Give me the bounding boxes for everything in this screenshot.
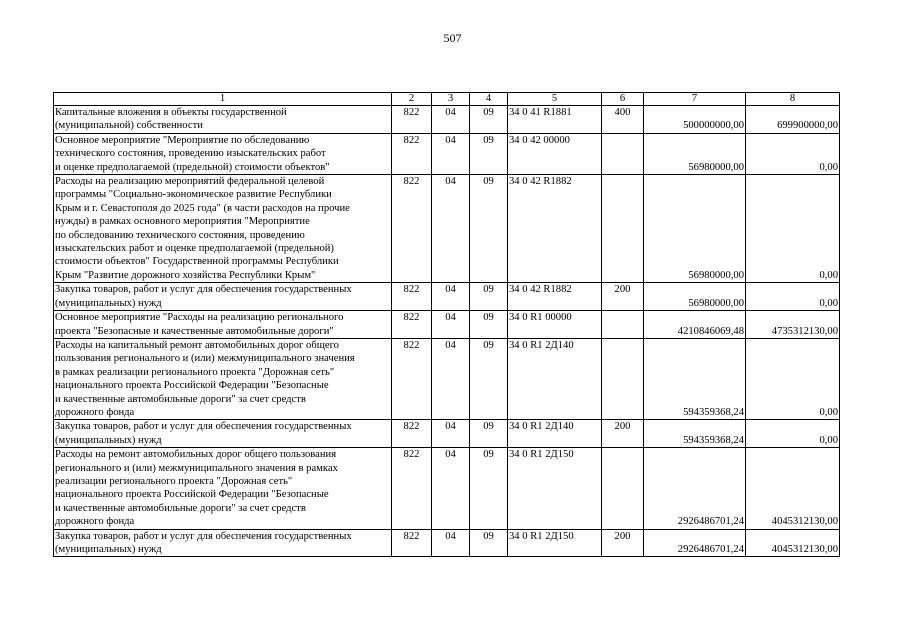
table-row xyxy=(54,338,840,419)
cell-ministry-code: 822 xyxy=(392,133,432,174)
description-line: и качественные автомобильные дороги" за счет средств xyxy=(55,393,306,405)
cell-amount-year1: 2926486701,24 xyxy=(644,529,746,557)
cell-expense-type: 200 xyxy=(602,420,644,448)
description-line: и оценке предполагаемой (предельной) стоимости объектов" xyxy=(55,161,330,173)
description-line: дорожного фонда xyxy=(55,516,135,528)
cell-section: 04 xyxy=(432,448,470,529)
cell-amount-year2: 4045312130,00 xyxy=(746,529,840,557)
description-line: (муниципальных) нужд xyxy=(55,297,162,309)
cell-target-article: 34 0 R1 00000 xyxy=(508,311,602,339)
cell-section: 04 xyxy=(432,529,470,557)
cell-target-article: 34 0 41 R1881 xyxy=(508,106,602,134)
table-row xyxy=(54,311,840,339)
cell-ministry-code: 822 xyxy=(392,106,432,134)
table-row xyxy=(54,448,840,529)
cell-subsection: 09 xyxy=(470,175,508,283)
row-description xyxy=(54,133,392,174)
cell-subsection: 09 xyxy=(470,283,508,311)
cell-expense-type xyxy=(602,338,644,419)
cell-section: 04 xyxy=(432,420,470,448)
cell-target-article: 34 0 42 R1882 xyxy=(508,283,602,311)
cell-amount-year1: 56980000,00 xyxy=(644,283,746,311)
cell-ministry-code: 822 xyxy=(392,420,432,448)
cell-target-article: 34 0 R1 2Д140 xyxy=(508,420,602,448)
table-header-row xyxy=(54,93,840,106)
cell-amount-year2: 0,00 xyxy=(746,420,840,448)
row-description xyxy=(54,448,392,529)
cell-section: 04 xyxy=(432,175,470,283)
cell-expense-type: 400 xyxy=(602,106,644,134)
header-cell: 1 xyxy=(54,93,392,106)
description-line: регионального и (или) межмуниципального значения в рамках xyxy=(55,462,338,474)
description-line: (муниципальных) нужд xyxy=(55,544,162,555)
description-line: Закупка товаров, работ и услуг для обеспечения государственных xyxy=(55,284,352,296)
description-line: Крым и г. Севастополя до 2025 года" (в части расходов на прочие xyxy=(55,202,350,214)
cell-target-article: 34 0 42 R1882 xyxy=(508,175,602,283)
description-line: Расходы на реализацию мероприятий федеральной целевой xyxy=(55,176,325,188)
cell-ministry-code: 822 xyxy=(392,448,432,529)
description-line: реализации регионального проекта "Дорожная сеть" xyxy=(55,475,293,487)
cell-expense-type: 200 xyxy=(602,529,644,557)
cell-ministry-code: 822 xyxy=(392,311,432,339)
description-line: нужды) в рамках основного мероприятия "Мероприятие xyxy=(55,216,310,228)
budget-table xyxy=(53,92,840,557)
description-line: национального проекта Российской Федерации "Безопасные xyxy=(55,489,329,501)
page-number: 507 xyxy=(443,31,462,45)
row-description xyxy=(54,106,392,134)
header-cell: 5 xyxy=(508,93,602,106)
cell-amount-year1: 56980000,00 xyxy=(644,133,746,174)
cell-amount-year2: 0,00 xyxy=(746,283,840,311)
row-description xyxy=(54,283,392,311)
header-cell: 6 xyxy=(602,93,644,106)
cell-amount-year2: 0,00 xyxy=(746,338,840,419)
row-description xyxy=(54,420,392,448)
row-description xyxy=(54,311,392,339)
cell-subsection: 09 xyxy=(470,133,508,174)
cell-expense-type xyxy=(602,311,644,339)
header-cell: 2 xyxy=(392,93,432,106)
cell-target-article: 34 0 R1 2Д150 xyxy=(508,529,602,557)
row-description xyxy=(54,338,392,419)
cell-subsection: 09 xyxy=(470,106,508,134)
table-row xyxy=(54,133,840,174)
description-line: Расходы на ремонт автомобильных дорог общего пользования xyxy=(55,449,337,461)
description-line: (муниципальной) собственности xyxy=(55,120,203,132)
cell-section: 04 xyxy=(432,338,470,419)
cell-amount-year2: 0,00 xyxy=(746,133,840,174)
header-cell: 8 xyxy=(746,93,840,106)
cell-expense-type xyxy=(602,133,644,174)
description-line: национального проекта Российской Федерации "Безопасные xyxy=(55,380,329,392)
cell-subsection: 09 xyxy=(470,529,508,557)
description-line: (муниципальных) нужд xyxy=(55,434,162,446)
cell-section: 04 xyxy=(432,283,470,311)
cell-ministry-code: 822 xyxy=(392,338,432,419)
description-line: стоимости объектов" Государственной программы Республики xyxy=(55,256,339,268)
cell-subsection: 09 xyxy=(470,448,508,529)
cell-target-article: 34 0 R1 2Д140 xyxy=(508,338,602,419)
cell-amount-year1: 4210846069,48 xyxy=(644,311,746,339)
cell-amount-year2: 4735312130,00 xyxy=(746,311,840,339)
cell-amount-year1: 56980000,00 xyxy=(644,175,746,283)
description-line: Основное мероприятие "Расходы на реализацию регионального xyxy=(55,312,344,324)
cell-amount-year1: 500000000,00 xyxy=(644,106,746,134)
description-line: Расходы на капитальный ремонт автомобильных дорог общего xyxy=(55,339,339,351)
description-line: пользования регионального и (или) межмуниципального значения xyxy=(55,353,355,365)
table-row xyxy=(54,420,840,448)
table-row xyxy=(54,283,840,311)
description-line: в рамках реализации регионального проекта "Дорожная сеть" xyxy=(55,366,335,378)
header-cell: 4 xyxy=(470,93,508,106)
table-row xyxy=(54,106,840,134)
cell-expense-type: 200 xyxy=(602,283,644,311)
table-row xyxy=(54,529,840,557)
cell-amount-year1: 594359368,24 xyxy=(644,338,746,419)
cell-amount-year1: 2926486701,24 xyxy=(644,448,746,529)
cell-amount-year2: 699900000,00 xyxy=(746,106,840,134)
description-line: Крым "Развитие дорожного хозяйства Республики Крым" xyxy=(55,269,316,281)
cell-ministry-code: 822 xyxy=(392,529,432,557)
description-line: Основное мероприятие "Мероприятие по обследованию xyxy=(55,134,310,146)
description-line: проекта "Безопасные и качественные автомобильные дороги" xyxy=(55,325,334,337)
header-cell: 7 xyxy=(644,93,746,106)
cell-subsection: 09 xyxy=(470,311,508,339)
cell-target-article: 34 0 42 00000 xyxy=(508,133,602,174)
description-line: дорожного фонда xyxy=(55,406,135,418)
cell-amount-year2: 0,00 xyxy=(746,175,840,283)
description-line: Закупка товаров, работ и услуг для обеспечения государственных xyxy=(55,421,352,433)
cell-section: 04 xyxy=(432,133,470,174)
cell-expense-type xyxy=(602,175,644,283)
cell-section: 04 xyxy=(432,106,470,134)
header-cell: 3 xyxy=(432,93,470,106)
row-description xyxy=(54,175,392,283)
description-line: программы "Социально-экономическое развитие Республики xyxy=(55,189,332,201)
cell-amount-year2: 4045312130,00 xyxy=(746,448,840,529)
description-line: технического состояния, проведению изыскательских работ xyxy=(55,148,326,160)
row-description xyxy=(54,529,392,557)
cell-ministry-code: 822 xyxy=(392,175,432,283)
cell-ministry-code: 822 xyxy=(392,283,432,311)
description-line: и качественные автомобильные дороги" за счет средств xyxy=(55,502,306,514)
description-line: по обследованию технического состояния, проведению xyxy=(55,229,305,241)
description-line: Закупка товаров, работ и услуг для обеспечения государственных xyxy=(55,530,352,542)
table-row xyxy=(54,175,840,283)
description-line: изыскательских работ и оценке предполагаемой (предельной) xyxy=(55,243,334,255)
cell-section: 04 xyxy=(432,311,470,339)
cell-target-article: 34 0 R1 2Д150 xyxy=(508,448,602,529)
cell-subsection: 09 xyxy=(470,420,508,448)
description-line: Капитальные вложения в объекты государственной xyxy=(55,107,287,118)
cell-amount-year1: 594359368,24 xyxy=(644,420,746,448)
cell-subsection: 09 xyxy=(470,338,508,419)
cell-expense-type xyxy=(602,448,644,529)
